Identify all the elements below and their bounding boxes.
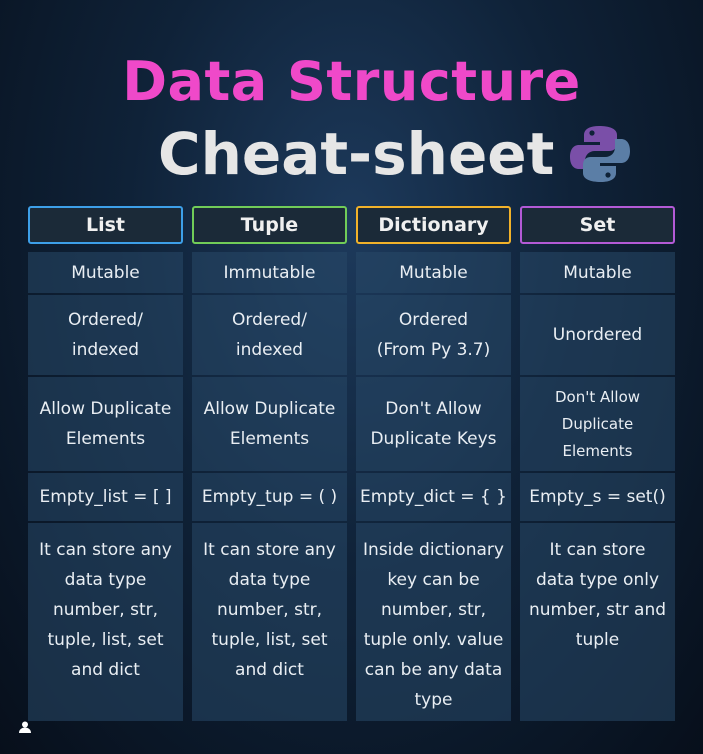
header-dictionary: Dictionary [356, 206, 511, 244]
header-set: Set [520, 206, 675, 244]
cell-types: It can store any data type number, str, tuple, list, set and dict [192, 523, 347, 721]
cell-empty: Empty_s = set() [520, 473, 675, 521]
python-logo-icon [568, 122, 632, 186]
user-icon [18, 720, 32, 734]
cell-types: It can store any data type number, str, tuple, list, set and dict [28, 523, 183, 721]
cell-order: Ordered/ indexed [192, 295, 347, 375]
cell-types: It can store data type only number, str and tuple [520, 523, 675, 721]
header-tuple: Tuple [192, 206, 347, 244]
cell-types: Inside dictionary key can be number, str, tuple only. value can be any data type [356, 523, 511, 721]
cell-duplicates: Allow Duplicate Elements [28, 377, 183, 471]
column-tuple [192, 206, 347, 680]
cell-duplicates: Don't Allow Duplicate Elements [520, 377, 675, 471]
cell-empty: Empty_tup = ( ) [192, 473, 347, 521]
cell-mutability: Immutable [192, 252, 347, 293]
cell-mutability: Mutable [356, 252, 511, 293]
cell-order: Unordered [520, 295, 675, 375]
cell-order: Ordered (From Py 3.7) [356, 295, 511, 375]
header-list: List [28, 206, 183, 244]
cell-order: Ordered/ indexed [28, 295, 183, 375]
column-list [28, 206, 183, 680]
column-set [520, 206, 675, 650]
title-line-2: Cheat-sheet [158, 120, 555, 188]
cell-mutability: Mutable [520, 252, 675, 293]
title-line-1: Data Structure [122, 50, 581, 113]
cell-duplicates: Allow Duplicate Elements [192, 377, 347, 471]
column-dictionary [356, 206, 511, 710]
cell-mutability: Mutable [28, 252, 183, 293]
cell-empty: Empty_dict = { } [356, 473, 511, 521]
cell-duplicates: Don't Allow Duplicate Keys [356, 377, 511, 471]
cell-empty: Empty_list = [ ] [28, 473, 183, 521]
